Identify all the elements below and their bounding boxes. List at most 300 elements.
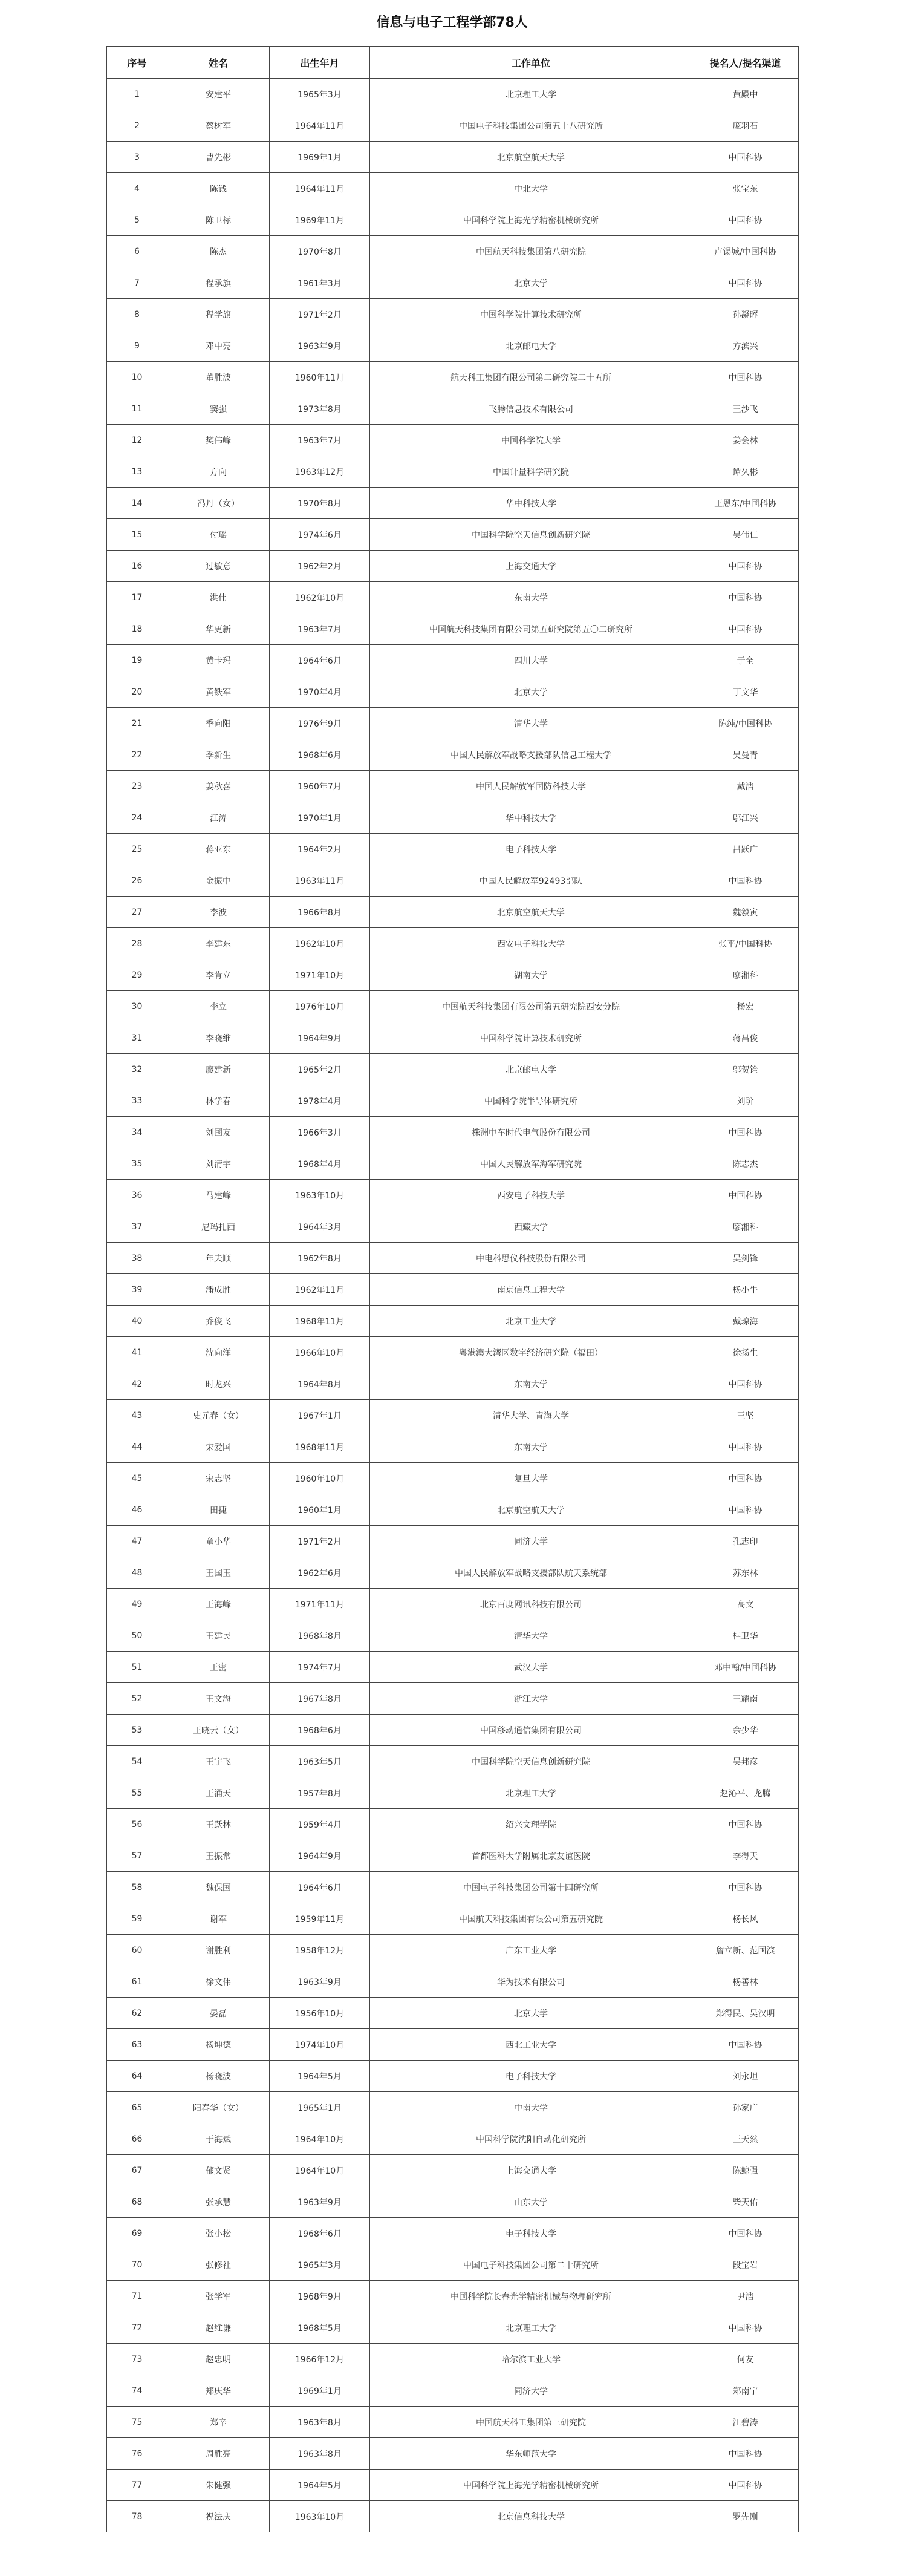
cell-index: 50 xyxy=(107,1620,167,1652)
cell-nominator: 刘玠 xyxy=(692,1085,799,1117)
cell-index: 38 xyxy=(107,1243,167,1274)
cell-workplace: 复旦大学 xyxy=(370,1463,692,1494)
cell-nominator: 吕跃广 xyxy=(692,834,799,865)
cell-birth: 1960年10月 xyxy=(270,1463,370,1494)
cell-name: 李波 xyxy=(167,897,270,928)
table-row xyxy=(107,1526,799,1557)
table-row xyxy=(107,173,799,204)
cell-birth: 1963年12月 xyxy=(270,456,370,488)
cell-index: 51 xyxy=(107,1652,167,1683)
cell-name: 陈钱 xyxy=(167,173,270,204)
cell-nominator: 王耀南 xyxy=(692,1683,799,1715)
cell-name: 蔡树军 xyxy=(167,110,270,142)
cell-workplace: 中国电子科技集团公司第二十研究所 xyxy=(370,2249,692,2281)
table-row xyxy=(107,1840,799,1872)
table-row xyxy=(107,1243,799,1274)
table-row xyxy=(107,142,799,173)
cell-birth: 1976年10月 xyxy=(270,991,370,1022)
cell-birth: 1963年5月 xyxy=(270,1746,370,1777)
cell-workplace: 中国人民解放军国防科技大学 xyxy=(370,771,692,802)
cell-birth: 1963年8月 xyxy=(270,2438,370,2470)
cell-nominator: 于全 xyxy=(692,645,799,676)
cell-index: 58 xyxy=(107,1872,167,1903)
cell-index: 17 xyxy=(107,582,167,613)
cell-nominator: 孔志印 xyxy=(692,1526,799,1557)
cell-birth: 1962年10月 xyxy=(270,928,370,959)
cell-workplace: 同济大学 xyxy=(370,2375,692,2407)
cell-nominator: 王坚 xyxy=(692,1400,799,1431)
cell-nominator: 中国科协 xyxy=(692,865,799,897)
table-row xyxy=(107,1652,799,1683)
cell-birth: 1974年10月 xyxy=(270,2029,370,2061)
cell-nominator: 桂卫华 xyxy=(692,1620,799,1652)
table-body xyxy=(107,79,799,2532)
cell-index: 22 xyxy=(107,739,167,771)
cell-name: 祝法庆 xyxy=(167,2501,270,2532)
cell-workplace: 粤港澳大湾区数字经济研究院（福田） xyxy=(370,1337,692,1368)
cell-workplace: 电子科技大学 xyxy=(370,2061,692,2092)
table-row xyxy=(107,676,799,708)
cell-birth: 1963年10月 xyxy=(270,1180,370,1211)
table-row xyxy=(107,1463,799,1494)
cell-workplace: 北京理工大学 xyxy=(370,2312,692,2344)
cell-name: 邓中亮 xyxy=(167,330,270,362)
cell-workplace: 西北工业大学 xyxy=(370,2029,692,2061)
cell-name: 乔俊飞 xyxy=(167,1306,270,1337)
cell-name: 谢军 xyxy=(167,1903,270,1935)
cell-birth: 1968年9月 xyxy=(270,2281,370,2312)
cell-nominator: 中国科协 xyxy=(692,613,799,645)
table-row xyxy=(107,299,799,330)
table-row xyxy=(107,2092,799,2123)
cell-nominator: 方滨兴 xyxy=(692,330,799,362)
cell-workplace: 山东大学 xyxy=(370,2186,692,2218)
table-row xyxy=(107,2312,799,2344)
cell-name: 潘成胜 xyxy=(167,1274,270,1306)
cell-workplace: 中国科学院空天信息创新研究院 xyxy=(370,519,692,551)
cell-nominator: 柴天佑 xyxy=(692,2186,799,2218)
cell-nominator: 罗先刚 xyxy=(692,2501,799,2532)
cell-workplace: 中南大学 xyxy=(370,2092,692,2123)
cell-workplace: 西安电子科技大学 xyxy=(370,928,692,959)
cell-name: 黄卡玛 xyxy=(167,645,270,676)
cell-birth: 1969年11月 xyxy=(270,204,370,236)
cell-name: 樊伟峰 xyxy=(167,425,270,456)
cell-index: 26 xyxy=(107,865,167,897)
header-birth: 出生年月 xyxy=(270,47,370,79)
cell-index: 41 xyxy=(107,1337,167,1368)
cell-birth: 1968年6月 xyxy=(270,1715,370,1746)
cell-nominator: 邬江兴 xyxy=(692,802,799,834)
cell-index: 35 xyxy=(107,1148,167,1180)
cell-nominator: 江碧涛 xyxy=(692,2407,799,2438)
table-row xyxy=(107,2155,799,2186)
cell-index: 71 xyxy=(107,2281,167,2312)
cell-nominator: 杨长风 xyxy=(692,1903,799,1935)
cell-index: 19 xyxy=(107,645,167,676)
table-row xyxy=(107,1022,799,1054)
cell-nominator: 杨善林 xyxy=(692,1966,799,1998)
cell-name: 李肯立 xyxy=(167,959,270,991)
cell-index: 53 xyxy=(107,1715,167,1746)
cell-workplace: 北京大学 xyxy=(370,1998,692,2029)
table-row xyxy=(107,1494,799,1526)
cell-index: 63 xyxy=(107,2029,167,2061)
cell-birth: 1963年9月 xyxy=(270,2186,370,2218)
cell-birth: 1971年10月 xyxy=(270,959,370,991)
cell-workplace: 上海交通大学 xyxy=(370,2155,692,2186)
cell-workplace: 华为技术有限公司 xyxy=(370,1966,692,1998)
cell-name: 王宇飞 xyxy=(167,1746,270,1777)
cell-index: 76 xyxy=(107,2438,167,2470)
cell-name: 廖建新 xyxy=(167,1054,270,1085)
cell-index: 11 xyxy=(107,393,167,425)
cell-workplace: 中国人民解放军92493部队 xyxy=(370,865,692,897)
cell-index: 72 xyxy=(107,2312,167,2344)
cell-nominator: 廖湘科 xyxy=(692,1211,799,1243)
table-row xyxy=(107,613,799,645)
cell-birth: 1959年11月 xyxy=(270,1903,370,1935)
cell-workplace: 中国科学院空天信息创新研究院 xyxy=(370,1746,692,1777)
cell-name: 童小华 xyxy=(167,1526,270,1557)
cell-workplace: 北京理工大学 xyxy=(370,79,692,110)
cell-workplace: 中国人民解放军战略支援部队航天系统部 xyxy=(370,1557,692,1589)
cell-nominator: 吴伟仁 xyxy=(692,519,799,551)
cell-name: 杨坤德 xyxy=(167,2029,270,2061)
cell-name: 沈向洋 xyxy=(167,1337,270,1368)
cell-name: 宋爱国 xyxy=(167,1431,270,1463)
cell-name: 王文海 xyxy=(167,1683,270,1715)
cell-birth: 1961年3月 xyxy=(270,267,370,299)
cell-name: 付瑶 xyxy=(167,519,270,551)
cell-birth: 1974年7月 xyxy=(270,1652,370,1683)
table-row xyxy=(107,1557,799,1589)
table-row xyxy=(107,1274,799,1306)
cell-index: 13 xyxy=(107,456,167,488)
cell-index: 75 xyxy=(107,2407,167,2438)
cell-workplace: 中国人民解放军海军研究院 xyxy=(370,1148,692,1180)
cell-nominator: 中国科协 xyxy=(692,1431,799,1463)
table-row xyxy=(107,582,799,613)
cell-name: 华更新 xyxy=(167,613,270,645)
cell-workplace: 中国科学院上海光学精密机械研究所 xyxy=(370,204,692,236)
cell-name: 陈卫标 xyxy=(167,204,270,236)
cell-workplace: 清华大学 xyxy=(370,708,692,739)
cell-name: 蒋亚东 xyxy=(167,834,270,865)
cell-nominator: 刘永坦 xyxy=(692,2061,799,2092)
cell-workplace: 北京工业大学 xyxy=(370,1306,692,1337)
cell-index: 15 xyxy=(107,519,167,551)
cell-birth: 1971年11月 xyxy=(270,1589,370,1620)
cell-nominator: 中国科协 xyxy=(692,204,799,236)
cell-nominator: 丁文华 xyxy=(692,676,799,708)
cell-birth: 1968年6月 xyxy=(270,2218,370,2249)
cell-birth: 1962年6月 xyxy=(270,1557,370,1589)
table-row xyxy=(107,771,799,802)
cell-name: 安建平 xyxy=(167,79,270,110)
cell-name: 冯丹（女） xyxy=(167,488,270,519)
cell-birth: 1970年8月 xyxy=(270,236,370,267)
cell-index: 21 xyxy=(107,708,167,739)
table-row xyxy=(107,2438,799,2470)
cell-birth: 1968年5月 xyxy=(270,2312,370,2344)
table-row xyxy=(107,1809,799,1840)
cell-index: 77 xyxy=(107,2470,167,2501)
cell-index: 10 xyxy=(107,362,167,393)
cell-index: 55 xyxy=(107,1777,167,1809)
cell-nominator: 孙凝晖 xyxy=(692,299,799,330)
table-row xyxy=(107,2281,799,2312)
cell-birth: 1964年5月 xyxy=(270,2470,370,2501)
cell-workplace: 北京大学 xyxy=(370,676,692,708)
cell-birth: 1969年1月 xyxy=(270,142,370,173)
cell-birth: 1970年8月 xyxy=(270,488,370,519)
cell-birth: 1963年9月 xyxy=(270,330,370,362)
cell-workplace: 四川大学 xyxy=(370,645,692,676)
cell-nominator: 吴剑锋 xyxy=(692,1243,799,1274)
cell-birth: 1964年8月 xyxy=(270,1368,370,1400)
cell-birth: 1969年1月 xyxy=(270,2375,370,2407)
cell-nominator: 尹浩 xyxy=(692,2281,799,2312)
cell-name: 徐文伟 xyxy=(167,1966,270,1998)
cell-workplace: 北京邮电大学 xyxy=(370,1054,692,1085)
cell-name: 李晓维 xyxy=(167,1022,270,1054)
cell-birth: 1970年4月 xyxy=(270,676,370,708)
cell-index: 32 xyxy=(107,1054,167,1085)
cell-workplace: 东南大学 xyxy=(370,582,692,613)
cell-nominator: 郑得民、吴汉明 xyxy=(692,1998,799,2029)
cell-nominator: 中国科协 xyxy=(692,1872,799,1903)
cell-nominator: 徐扬生 xyxy=(692,1337,799,1368)
header-workplace: 工作单位 xyxy=(370,47,692,79)
cell-index: 16 xyxy=(107,551,167,582)
cell-workplace: 中国科学院沈阳自动化研究所 xyxy=(370,2123,692,2155)
table-row xyxy=(107,1903,799,1935)
cell-birth: 1978年4月 xyxy=(270,1085,370,1117)
cell-index: 1 xyxy=(107,79,167,110)
cell-birth: 1960年1月 xyxy=(270,1494,370,1526)
cell-workplace: 中国科学院长春光学精密机械与物理研究所 xyxy=(370,2281,692,2312)
cell-birth: 1966年12月 xyxy=(270,2344,370,2375)
cell-nominator: 苏东林 xyxy=(692,1557,799,1589)
cell-index: 40 xyxy=(107,1306,167,1337)
cell-index: 56 xyxy=(107,1809,167,1840)
cell-name: 宋志坚 xyxy=(167,1463,270,1494)
cell-name: 时龙兴 xyxy=(167,1368,270,1400)
cell-birth: 1971年2月 xyxy=(270,299,370,330)
table-row xyxy=(107,456,799,488)
cell-name: 陈杰 xyxy=(167,236,270,267)
table-row xyxy=(107,1872,799,1903)
cell-index: 14 xyxy=(107,488,167,519)
cell-workplace: 广东工业大学 xyxy=(370,1935,692,1966)
cell-name: 曹先彬 xyxy=(167,142,270,173)
cell-index: 20 xyxy=(107,676,167,708)
cell-index: 12 xyxy=(107,425,167,456)
cell-name: 王海峰 xyxy=(167,1589,270,1620)
cell-workplace: 南京信息工程大学 xyxy=(370,1274,692,1306)
cell-birth: 1964年6月 xyxy=(270,1872,370,1903)
cell-index: 73 xyxy=(107,2344,167,2375)
cell-nominator: 中国科协 xyxy=(692,1494,799,1526)
cell-nominator: 中国科协 xyxy=(692,1117,799,1148)
cell-birth: 1976年9月 xyxy=(270,708,370,739)
table-row xyxy=(107,708,799,739)
cell-birth: 1964年6月 xyxy=(270,645,370,676)
table-row xyxy=(107,1400,799,1431)
table-row xyxy=(107,1117,799,1148)
cell-name: 刘国友 xyxy=(167,1117,270,1148)
cell-nominator: 詹立新、范国滨 xyxy=(692,1935,799,1966)
table-row xyxy=(107,897,799,928)
table-row xyxy=(107,330,799,362)
cell-name: 郑辛 xyxy=(167,2407,270,2438)
cell-nominator: 中国科协 xyxy=(692,2438,799,2470)
cell-workplace: 华中科技大学 xyxy=(370,802,692,834)
cell-nominator: 高文 xyxy=(692,1589,799,1620)
cell-workplace: 中国航天科技集团有限公司第五研究院西安分院 xyxy=(370,991,692,1022)
cell-nominator: 邓中翰/中国科协 xyxy=(692,1652,799,1683)
cell-name: 史元春（女） xyxy=(167,1400,270,1431)
cell-index: 25 xyxy=(107,834,167,865)
cell-birth: 1957年8月 xyxy=(270,1777,370,1809)
member-table xyxy=(106,46,799,2532)
cell-workplace: 中国电子科技集团公司第五十八研究所 xyxy=(370,110,692,142)
cell-index: 6 xyxy=(107,236,167,267)
cell-name: 过敏意 xyxy=(167,551,270,582)
cell-nominator: 王天然 xyxy=(692,2123,799,2155)
table-row xyxy=(107,236,799,267)
cell-index: 34 xyxy=(107,1117,167,1148)
table-row xyxy=(107,2375,799,2407)
cell-birth: 1964年9月 xyxy=(270,1840,370,1872)
cell-birth: 1967年8月 xyxy=(270,1683,370,1715)
cell-workplace: 中国航天科技集团有限公司第五研究院 xyxy=(370,1903,692,1935)
cell-workplace: 华东师范大学 xyxy=(370,2438,692,2470)
cell-workplace: 首都医科大学附属北京友谊医院 xyxy=(370,1840,692,1872)
cell-workplace: 东南大学 xyxy=(370,1431,692,1463)
cell-name: 李立 xyxy=(167,991,270,1022)
cell-workplace: 华中科技大学 xyxy=(370,488,692,519)
cell-workplace: 中北大学 xyxy=(370,173,692,204)
cell-nominator: 中国科协 xyxy=(692,2312,799,2344)
cell-index: 27 xyxy=(107,897,167,928)
cell-nominator: 邬贺铨 xyxy=(692,1054,799,1085)
cell-name: 王国玉 xyxy=(167,1557,270,1589)
cell-birth: 1968年6月 xyxy=(270,739,370,771)
cell-index: 57 xyxy=(107,1840,167,1872)
table-row xyxy=(107,1054,799,1085)
table-row xyxy=(107,1180,799,1211)
cell-name: 赵维谦 xyxy=(167,2312,270,2344)
cell-workplace: 北京信息科技大学 xyxy=(370,2501,692,2532)
cell-birth: 1964年2月 xyxy=(270,834,370,865)
cell-name: 张承慧 xyxy=(167,2186,270,2218)
cell-index: 67 xyxy=(107,2155,167,2186)
cell-nominator: 卢锡城/中国科协 xyxy=(692,236,799,267)
cell-birth: 1968年11月 xyxy=(270,1431,370,1463)
cell-birth: 1960年7月 xyxy=(270,771,370,802)
cell-nominator: 中国科协 xyxy=(692,1180,799,1211)
cell-index: 36 xyxy=(107,1180,167,1211)
cell-workplace: 中国移动通信集团有限公司 xyxy=(370,1715,692,1746)
cell-workplace: 绍兴文理学院 xyxy=(370,1809,692,1840)
table-row xyxy=(107,2470,799,2501)
cell-nominator: 中国科协 xyxy=(692,551,799,582)
cell-workplace: 中国科学院半导体研究所 xyxy=(370,1085,692,1117)
cell-nominator: 中国科协 xyxy=(692,2470,799,2501)
table-row xyxy=(107,1746,799,1777)
cell-index: 62 xyxy=(107,1998,167,2029)
cell-name: 金振中 xyxy=(167,865,270,897)
table-row xyxy=(107,1148,799,1180)
cell-name: 尼玛扎西 xyxy=(167,1211,270,1243)
cell-birth: 1965年2月 xyxy=(270,1054,370,1085)
cell-birth: 1964年11月 xyxy=(270,110,370,142)
cell-birth: 1962年2月 xyxy=(270,551,370,582)
table-row xyxy=(107,2186,799,2218)
cell-name: 林学春 xyxy=(167,1085,270,1117)
cell-name: 李建东 xyxy=(167,928,270,959)
table-row xyxy=(107,1715,799,1746)
cell-index: 31 xyxy=(107,1022,167,1054)
cell-birth: 1968年11月 xyxy=(270,1306,370,1337)
cell-index: 43 xyxy=(107,1400,167,1431)
cell-birth: 1965年1月 xyxy=(270,2092,370,2123)
cell-index: 54 xyxy=(107,1746,167,1777)
cell-workplace: 东南大学 xyxy=(370,1368,692,1400)
cell-nominator: 何友 xyxy=(692,2344,799,2375)
table-row xyxy=(107,2501,799,2532)
table-row xyxy=(107,645,799,676)
cell-nominator: 中国科协 xyxy=(692,1463,799,1494)
document-title: 信息与电子工程学部78人 xyxy=(376,15,528,30)
cell-nominator: 段宝岩 xyxy=(692,2249,799,2281)
table-row xyxy=(107,1368,799,1400)
cell-name: 郑庆华 xyxy=(167,2375,270,2407)
cell-index: 70 xyxy=(107,2249,167,2281)
cell-workplace: 电子科技大学 xyxy=(370,834,692,865)
cell-workplace: 中国科学院上海光学精密机械研究所 xyxy=(370,2470,692,2501)
cell-workplace: 北京大学 xyxy=(370,267,692,299)
cell-birth: 1962年8月 xyxy=(270,1243,370,1274)
table-row xyxy=(107,110,799,142)
cell-workplace: 清华大学 xyxy=(370,1620,692,1652)
cell-index: 44 xyxy=(107,1431,167,1463)
cell-nominator: 郑南宁 xyxy=(692,2375,799,2407)
cell-index: 18 xyxy=(107,613,167,645)
cell-nominator: 吴曼青 xyxy=(692,739,799,771)
cell-name: 方向 xyxy=(167,456,270,488)
cell-name: 江涛 xyxy=(167,802,270,834)
cell-name: 王跃林 xyxy=(167,1809,270,1840)
table-row xyxy=(107,802,799,834)
cell-index: 9 xyxy=(107,330,167,362)
cell-workplace: 北京航空航天大学 xyxy=(370,142,692,173)
cell-index: 3 xyxy=(107,142,167,173)
table-row xyxy=(107,204,799,236)
table-row xyxy=(107,267,799,299)
cell-nominator: 庞羽石 xyxy=(692,110,799,142)
cell-workplace: 中国科学院大学 xyxy=(370,425,692,456)
table-row xyxy=(107,2029,799,2061)
cell-birth: 1966年3月 xyxy=(270,1117,370,1148)
cell-birth: 1968年8月 xyxy=(270,1620,370,1652)
cell-name: 马建峰 xyxy=(167,1180,270,1211)
cell-workplace: 中国航天科工集团第三研究院 xyxy=(370,2407,692,2438)
header-index: 序号 xyxy=(107,47,167,79)
cell-birth: 1963年8月 xyxy=(270,2407,370,2438)
